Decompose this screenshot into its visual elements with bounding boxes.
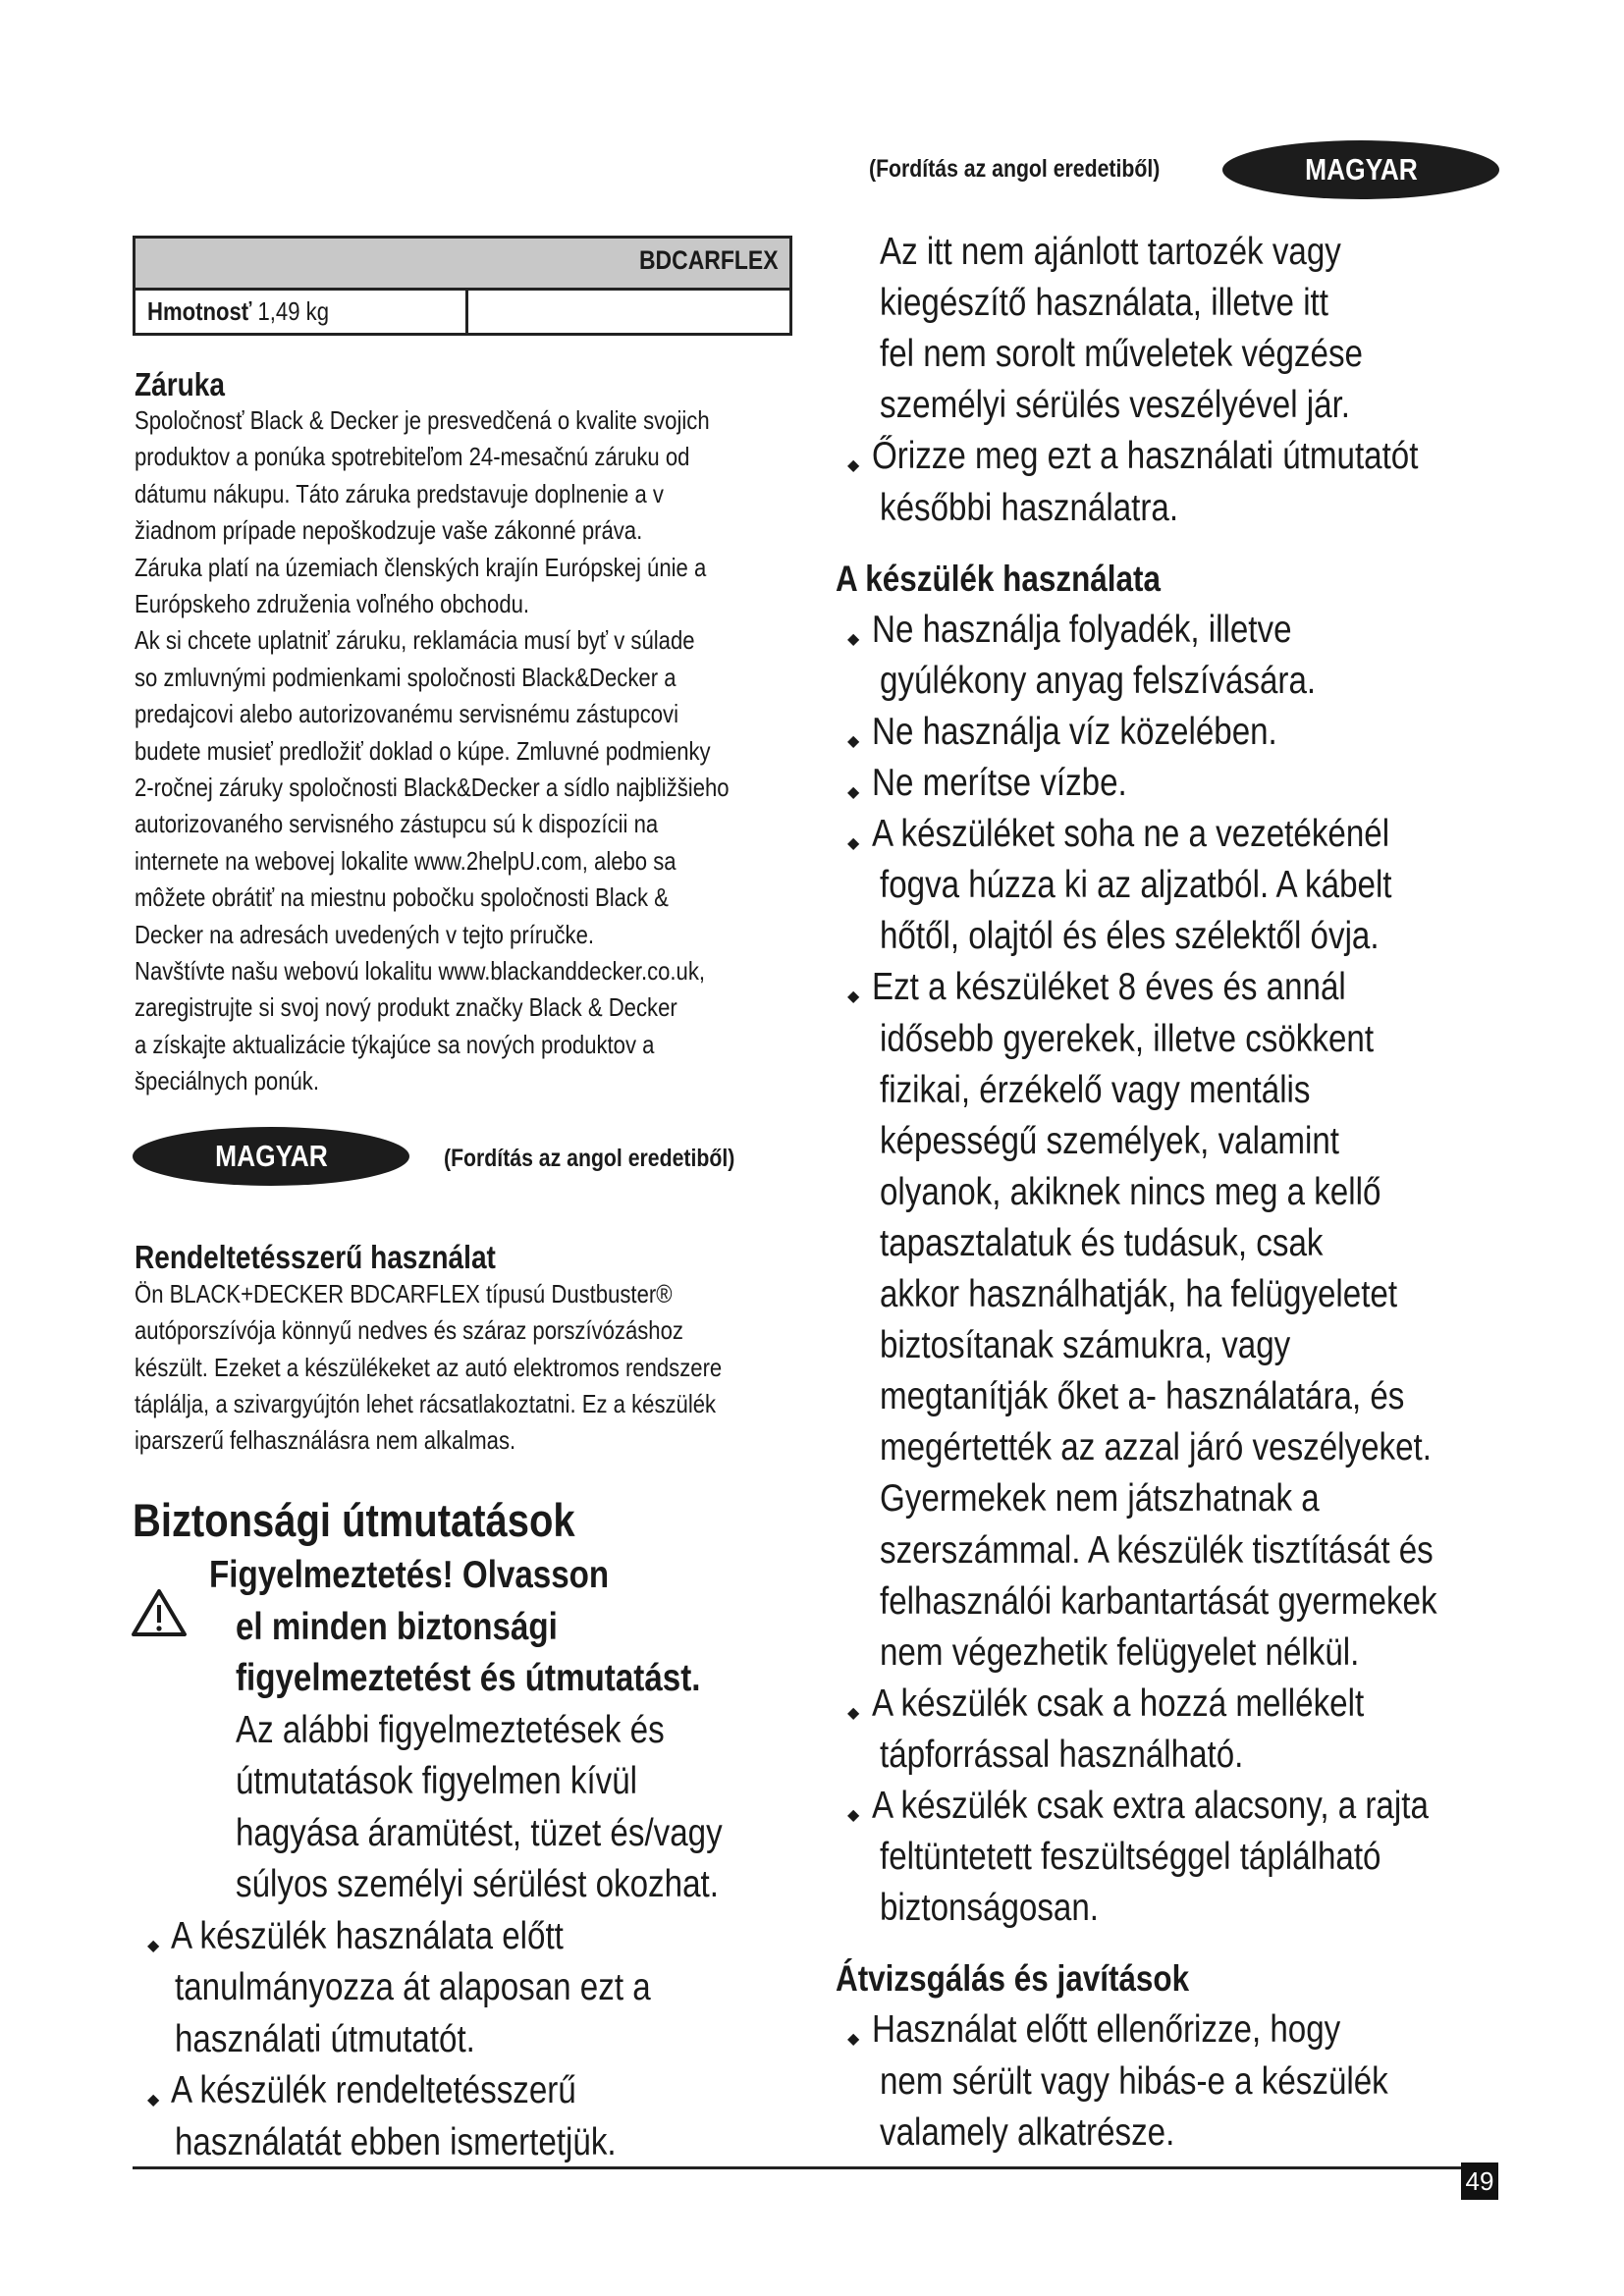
text-line: nem sérült vagy hibás-e a készülék [880,2059,1388,2103]
warranty-text-line: 2-ročnej záruky spoločnosti Black&Decker a sídlo najbližšieho [135,773,730,802]
diamond-bullet-icon: ◆ [147,1937,160,1954]
warning-body-line: útmutatások figyelmen kívül [236,1760,638,1802]
safety-bullet-item: A készülék rendeltetésszerű [171,2069,576,2111]
warranty-text-line: autorizovaného servisného zástupcu sú k dispozícii na [135,809,659,839]
model-name: BDCARFLEX [638,245,778,275]
diamond-bullet-icon: ◆ [847,2031,860,2049]
warning-triangle-icon [131,1588,188,1637]
section-heading: A készülék használata [836,558,1161,599]
text-line: megértették az azzal járó veszélyeket. [880,1426,1432,1469]
diamond-bullet-icon: ◆ [147,2092,160,2109]
warranty-text-line: so zmluvnými podmienkami spoločnosti Black&Decker a [135,662,677,692]
safety-text-line: tanulmányozza át alaposan ezt a [175,1966,651,2008]
diamond-bullet-icon: ◆ [847,457,860,475]
warning-body-line: hagyása áramütést, tüzet és/vagy [236,1811,723,1854]
bullet-item: Őrizze meg ezt a használati útmutatót [872,435,1419,478]
warning-title-line: figyelmeztetést és útmutatást. [236,1657,701,1699]
diamond-bullet-icon: ◆ [847,1807,860,1824]
language-badge-label: MAGYAR [1304,152,1418,187]
bullet-item: Ezt a készüléket 8 éves és annál [872,966,1346,1009]
warranty-text-line: Európskeho združenia voľného obchodu. [135,589,530,618]
text-line: Gyermekek nem játszhatnak a [880,1477,1320,1521]
warranty-text-line: zaregistrujte si svoj nový produkt značky Black & Decker [135,992,677,1023]
intended-use-text-line: táplálja, a szivargyújtón lehet rácsatlakoztatni. Ez a készülék [135,1388,717,1418]
warranty-heading: Záruka [135,366,225,402]
text-line: fogva húzza ki az aljzatból. A kábelt [880,864,1392,907]
text-line: fizikai, érzékelő vagy mentális [880,1068,1311,1111]
safety-bullet-item: A készülék használata előtt [171,1914,564,1957]
weight-label: Hmotnosť [147,296,252,326]
warranty-text-line: žiadnom prípade nepoškodzuje vaše zákonné práva. [135,515,643,546]
warranty-text-line: môžete obrátiť na miestnu pobočku spoločnosti Black & [135,882,669,913]
text-line: szerszámmal. A készülék tisztítását és [880,1528,1434,1572]
diamond-bullet-icon: ◆ [847,630,860,648]
section-translation-note: (Fordítás az angol eredetiből) [444,1145,735,1172]
section-language-badge-label: MAGYAR [214,1139,328,1173]
text-line: felhasználói karbantartását gyermekek [880,1579,1437,1623]
warranty-text-line: produktov a ponúka spotrebiteľom 24-mesačnú záruku od [135,442,690,472]
bullet-item: A készülék csak a hozzá mellékelt [872,1682,1365,1725]
section-heading: Átvizsgálás és javítások [836,1958,1190,2000]
safety-text-line: használatát ebben ismertetjük. [175,2120,617,2163]
section-language-badge [133,1127,409,1186]
text-line: gyúlékony anyag felszívására. [880,659,1317,702]
language-badge [1222,140,1499,199]
intended-use-text-line: iparszerű felhasználásra nem alkalmas. [135,1425,516,1456]
warning-body-line: Az alábbi figyelmeztetések és [236,1708,665,1751]
diamond-bullet-icon: ◆ [847,732,860,750]
warranty-text-line: a získajte aktualizácie týkajúce sa nových produktov a [135,1029,655,1059]
text-line: biztonságosan. [880,1887,1100,1930]
page-number: 49 [1461,2163,1498,2200]
text-line: idősebb gyerekek, illetve csökkent [880,1017,1375,1060]
weight-value: 1,49 kg [257,296,330,326]
weight-spec [147,296,329,327]
warning-title-line: el minden biztonsági [236,1605,558,1648]
warranty-text-line: Navštívte našu webovú lokalitu www.blackanddecker.co.uk, [135,956,706,986]
bullet-item: A készülék csak extra alacsony, a rajta [872,1785,1429,1827]
text-line: hőtől, olajtól és éles szélektől óvja. [880,915,1380,958]
diamond-bullet-icon: ◆ [847,784,860,801]
text-line: megtanítják őket a- használatára, és [880,1375,1405,1418]
text-line: későbbi használatra. [880,486,1179,529]
text-line: fel nem sorolt műveletek végzése [880,333,1363,376]
text-line: kiegészítő használata, illetve itt [880,282,1328,325]
spec-table-cell [135,291,468,333]
warranty-text-line: internete na webovej lokalite www.2helpU.com, alebo sa [135,845,677,876]
intended-use-heading: Rendeltetésszerű használat [135,1239,496,1275]
bullet-item: Használat előtt ellenőrizze, hogy [872,2008,1341,2052]
text-line: tápforrással használható. [880,1733,1244,1776]
text-line: valamely alkatrésze. [880,2110,1175,2154]
bullet-item: Ne használja víz közelében. [872,710,1277,753]
spec-table-header [135,239,789,291]
warranty-text-line: Záruka platí na územiach členských krajín Európskej únie a [135,552,707,582]
warranty-text-line: Ak si chcete uplatniť záruku, reklamácia musí byť v súlade [135,625,695,656]
translation-note: (Fordítás az angol eredetiből) [869,155,1161,183]
diamond-bullet-icon: ◆ [847,1704,860,1722]
warranty-text-line: budete musieť predložiť doklad o kúpe. Zmluvné podmienky [135,735,711,766]
warranty-text-line: dátumu nákupu. Táto záruka predstavuje doplnenie a v [135,478,664,508]
intended-use-text-line: autóporszívója könnyű nedves és száraz porszívózáshoz [135,1315,683,1346]
text-line: képességű személyek, valamint [880,1119,1340,1162]
warranty-text-line: špeciálnych ponúk. [135,1066,319,1096]
warning-body-line: súlyos személyi sérülést okozhat. [236,1863,719,1905]
text-line: Az itt nem ajánlott tartozék vagy [880,231,1341,273]
text-line: biztosítanak számukra, vagy [880,1324,1291,1367]
safety-text-line: használati útmutatót. [175,2017,475,2060]
text-line: tapasztalatuk és tudásuk, csak [880,1221,1324,1264]
intended-use-text-line: Ön BLACK+DECKER BDCARFLEX típusú Dustbuster® [135,1279,673,1308]
spec-table [133,236,792,336]
safety-heading: Biztonsági útmutatások [133,1494,575,1546]
warning-title-line: Figyelmeztetés! Olvasson [209,1554,610,1596]
text-line: akkor használhatják, ha felügyeletet [880,1273,1398,1315]
bullet-item: Ne használja folyadék, illetve [872,608,1292,651]
text-line: olyanok, akiknek nincs meg a kellő [880,1170,1381,1213]
text-line: nem végezhetik felügyelet nélkül. [880,1630,1360,1674]
bullet-item: A készüléket soha ne a vezetékénél [872,813,1390,856]
diamond-bullet-icon: ◆ [847,988,860,1006]
warranty-text-line: predajcovi alebo autorizovanému servisnému zástupcovi [135,699,679,729]
text-line: személyi sérülés veszélyével jár. [880,384,1351,427]
intended-use-text-line: készült. Ezeket a készülékeket az autó elektromos rendszere [135,1352,723,1382]
warranty-text-line: Spoločnosť Black & Decker je presvedčená o kvalite svojich [135,405,710,435]
warranty-text-line: Decker na adresách uvedených v tejto príručke. [135,919,595,949]
text-line: feltüntetett feszültséggel táplálható [880,1836,1381,1879]
bullet-item: Ne merítse vízbe. [872,762,1127,804]
diamond-bullet-icon: ◆ [847,835,860,853]
